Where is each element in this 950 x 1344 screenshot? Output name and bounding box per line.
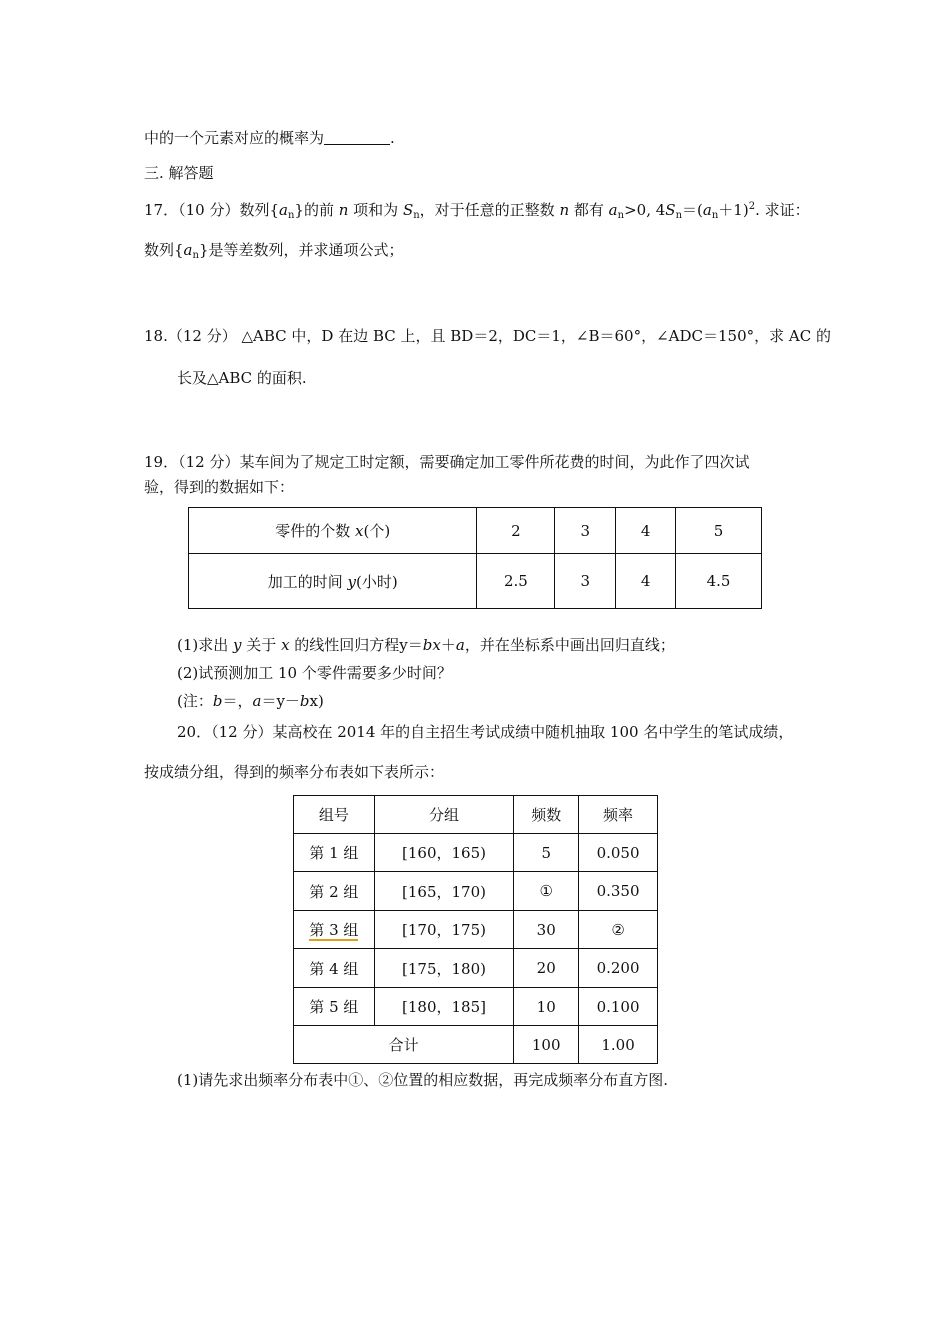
frequency-table <box>293 795 658 1064</box>
table-cell: ② <box>579 911 658 949</box>
column-header: 分组 <box>374 796 514 834</box>
table-cell: 第 1 组 <box>294 834 375 872</box>
table-cell: [175，180) <box>374 949 514 988</box>
table-header-row <box>294 796 658 834</box>
table-cell: [180，185] <box>374 988 514 1026</box>
q20-part1: (1)请先求出频率分布表中①、②位置的相应数据，再完成频率分布直方图. <box>177 1071 669 1089</box>
answer-blank <box>324 130 390 145</box>
row-label: 零件的个数 x(个) <box>189 508 477 554</box>
table-cell: [160，165) <box>374 834 514 872</box>
group-3-label: 第 3 组 <box>309 921 359 939</box>
table-cell: 4 <box>616 508 676 554</box>
table-cell: 10 <box>514 988 579 1026</box>
q20-line2: 按成绩分组，得到的频率分布表如下表所示： <box>144 763 445 781</box>
table-cell: 0.200 <box>579 949 658 988</box>
table-row <box>189 508 762 554</box>
table-cell: [165，170) <box>374 872 514 911</box>
table-row <box>294 834 658 872</box>
q18-line2: 长及△ABC 的面积. <box>177 369 307 387</box>
table-cell: 4 <box>616 554 676 609</box>
table-cell: 0.350 <box>579 872 658 911</box>
q16-tail: 中的一个元素对应的概率为 . <box>144 129 395 147</box>
q19-part2: (2)试预测加工 10 个零件需要多少时间？ <box>177 664 452 682</box>
table-cell: [170，175) <box>374 911 514 949</box>
table-cell: 4.5 <box>676 554 762 609</box>
table-row <box>294 988 658 1026</box>
q19-line2: 验，得到的数据如下： <box>144 478 295 496</box>
q19-part1: (1)求出 y 关于 x 的线性回归方程y＝bx＋a，并在坐标系中画出回归直线； <box>177 636 675 654</box>
table-cell: 2 <box>477 508 555 554</box>
table-cell <box>294 911 375 949</box>
table-cell: 30 <box>514 911 579 949</box>
q19-line1: 19．（12 分）某车间为了规定工时定额，需要确定加工零件所花费的时间，为此作了四次试 <box>144 453 750 471</box>
table-total-row <box>294 1026 658 1064</box>
table-cell: ① <box>514 872 579 911</box>
table-cell: 3 <box>555 508 616 554</box>
table-cell: 0.050 <box>579 834 658 872</box>
q20-line1: 20．（12 分）某高校在 2014 年的自主招生考试成绩中随机抽取 100 名中学生的笔试成绩， <box>177 723 794 741</box>
table-cell: 第 2 组 <box>294 872 375 911</box>
column-header: 频率 <box>579 796 658 834</box>
table-cell: 0.100 <box>579 988 658 1026</box>
q18-line1: 18.（12 分） △ABC 中，D 在边 BC 上，且 BD＝2，DC＝1，∠B＝60°，∠ADC＝150°，求 AC 的 <box>144 327 831 345</box>
table-cell: 3 <box>555 554 616 609</box>
section-heading: 三. 解答题 <box>144 164 214 182</box>
table-cell: 第 4 组 <box>294 949 375 988</box>
table-cell: 20 <box>514 949 579 988</box>
q19-note: (注：b＝，a＝y－bx) <box>177 692 324 710</box>
table-row <box>189 554 762 609</box>
table-cell: 第 5 组 <box>294 988 375 1026</box>
table-cell: 2.5 <box>477 554 555 609</box>
q19-data-table <box>188 507 762 609</box>
column-header: 频数 <box>514 796 579 834</box>
table-cell: 100 <box>514 1026 579 1064</box>
total-label: 合计 <box>294 1026 514 1064</box>
table-cell: 1.00 <box>579 1026 658 1064</box>
table-row <box>294 872 658 911</box>
column-header: 组号 <box>294 796 375 834</box>
table-cell: 5 <box>514 834 579 872</box>
row-label: 加工的时间 y(小时) <box>189 554 477 609</box>
table-cell: 5 <box>676 508 762 554</box>
table-row <box>294 911 658 949</box>
q17-line2: 数列$\{a_n\}$是等差数列，并求通项公式； <box>144 241 404 261</box>
table-row <box>294 949 658 988</box>
q17-line1: 17．（10 分）数列$\{a_n\}$的前 n 项和为 $S_n$，对于任意的正整数 n 都有 $a_n>0$, $4S_n=(a_n+1)^2$. 求证： <box>144 201 810 221</box>
